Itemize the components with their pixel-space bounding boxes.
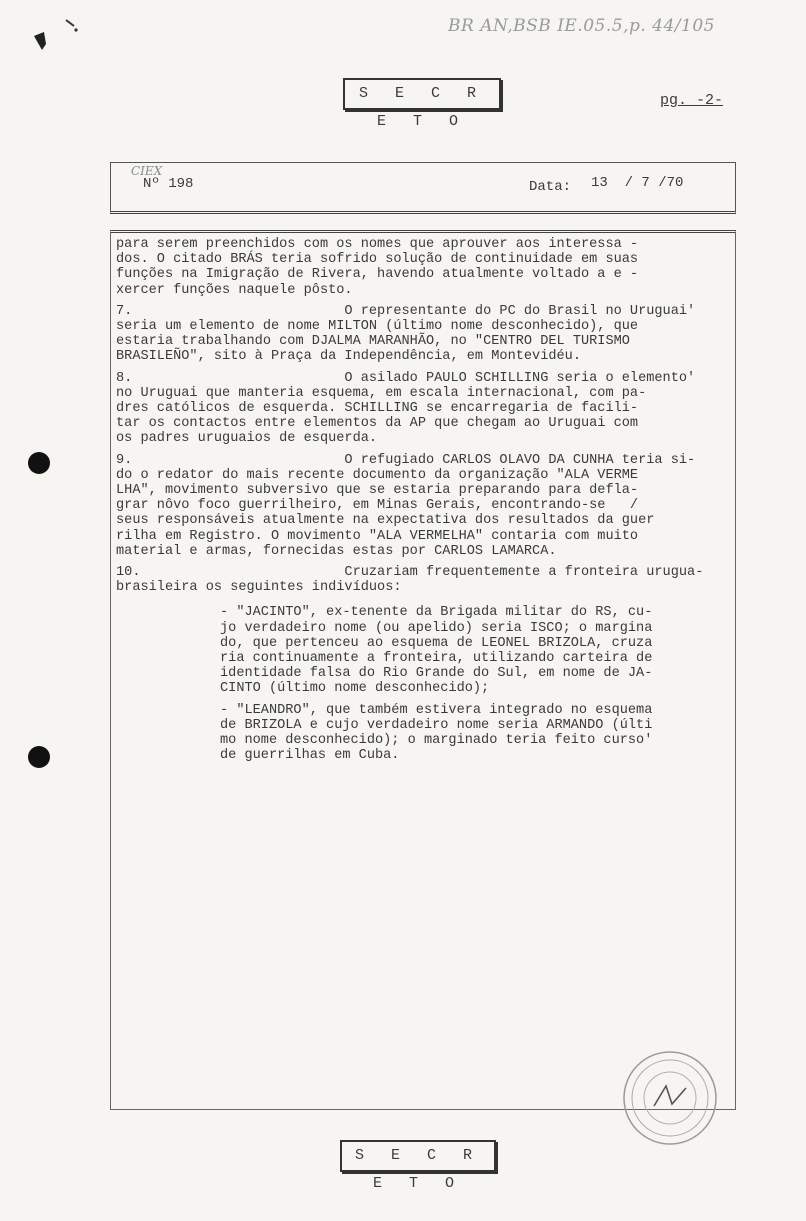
- archive-seal-icon: [620, 1048, 720, 1148]
- document-number: Nº 198: [143, 176, 194, 192]
- date-value: 13 / 7 /70: [591, 175, 684, 191]
- classification-stamp-top: S E C R E T O: [343, 78, 501, 110]
- paragraph-8: 8. O asilado PAULO SCHILLING seria o elemento' no Uruguai que manteria esquema, em escala internacional, com pa- dres católicos de esquerda. SCHILLING se encarregaria de facili- tar os contactos entre elementos da AP que chegam ao Uruguai com os padres uruguaios de esquerda.: [116, 370, 696, 447]
- document-header: [110, 162, 736, 214]
- paragraph-9: 9. O refugiado CARLOS OLAVO DA CUNHA teria si- do o redator do mais recente documento da organização "ALA VERME LHA", movimento subversivo que se estaria preparando para defla- grar nôvo foco guerrilheiro, em Minas Gerais, encontrando-se / seus responsáveis atualmente na expectativa dos resultados da guer rilha em Registro. O movimento "ALA VERMELHA" contaria com muito material e armas, fornecidas estas por CARLOS LAMARCA.: [116, 452, 696, 559]
- binder-hole-lower: [28, 746, 50, 768]
- individual-jacinto: - "JACINTO", ex-tenente da Brigada militar do RS, cu- jo verdadeiro nome (ou apelido) seria ISCO; o margina do, que pertenceu ao esquema de LEONEL BRIZOLA, cruza ria continuamente a fronteira, utilizando carteira de identidade falsa do Rio Grande do Sul, em nome de JA- CINTO (último nome desconhecido);: [220, 605, 653, 697]
- page-number: pg. -2-: [660, 92, 724, 109]
- paragraph-continuation: para serem preenchidos com os nomes que aprouver aos interessa - dos. O citado BRÁS teria sofrido solução de continuidade em suas funções na Imigração de Rivera, havendo atualmente voltado a e - xercer funções naquele pôsto.: [116, 237, 639, 298]
- paragraph-7: 7. O representante do PC do Brasil no Uruguai' seria um elemento de nome MILTON (último nome desconhecido), que estaria trabalhando com DJALMA MARANHÃO, no "CENTRO DEL TURISMO BRASILEÑO", sito à Praça da Independência, em Montevidéu.: [116, 303, 696, 365]
- individual-leandro: - "LEANDRO", que também estivera integrado no esquema de BRIZOLA e cujo verdadeiro nome seria ARMANDO (últi mo nome desconhecido); o marginado teria feito curso' de guerrilhas em Cuba.: [220, 702, 653, 764]
- binder-hole-upper: [28, 452, 50, 474]
- classification-stamp-bottom: S E C R E T O: [340, 1140, 496, 1172]
- paragraph-10: 10. Cruzariam frequentemente a fronteira urugua- brasileira os seguintes indivíduos:: [116, 565, 704, 596]
- corner-mark-icon: [30, 14, 82, 59]
- ciex-annotation: CIEX: [131, 164, 163, 178]
- document-body: [116, 237, 734, 770]
- archive-reference: BR AN,BSB IE.05.5,p. 44/105: [448, 16, 715, 36]
- date-label: Data:: [529, 179, 572, 195]
